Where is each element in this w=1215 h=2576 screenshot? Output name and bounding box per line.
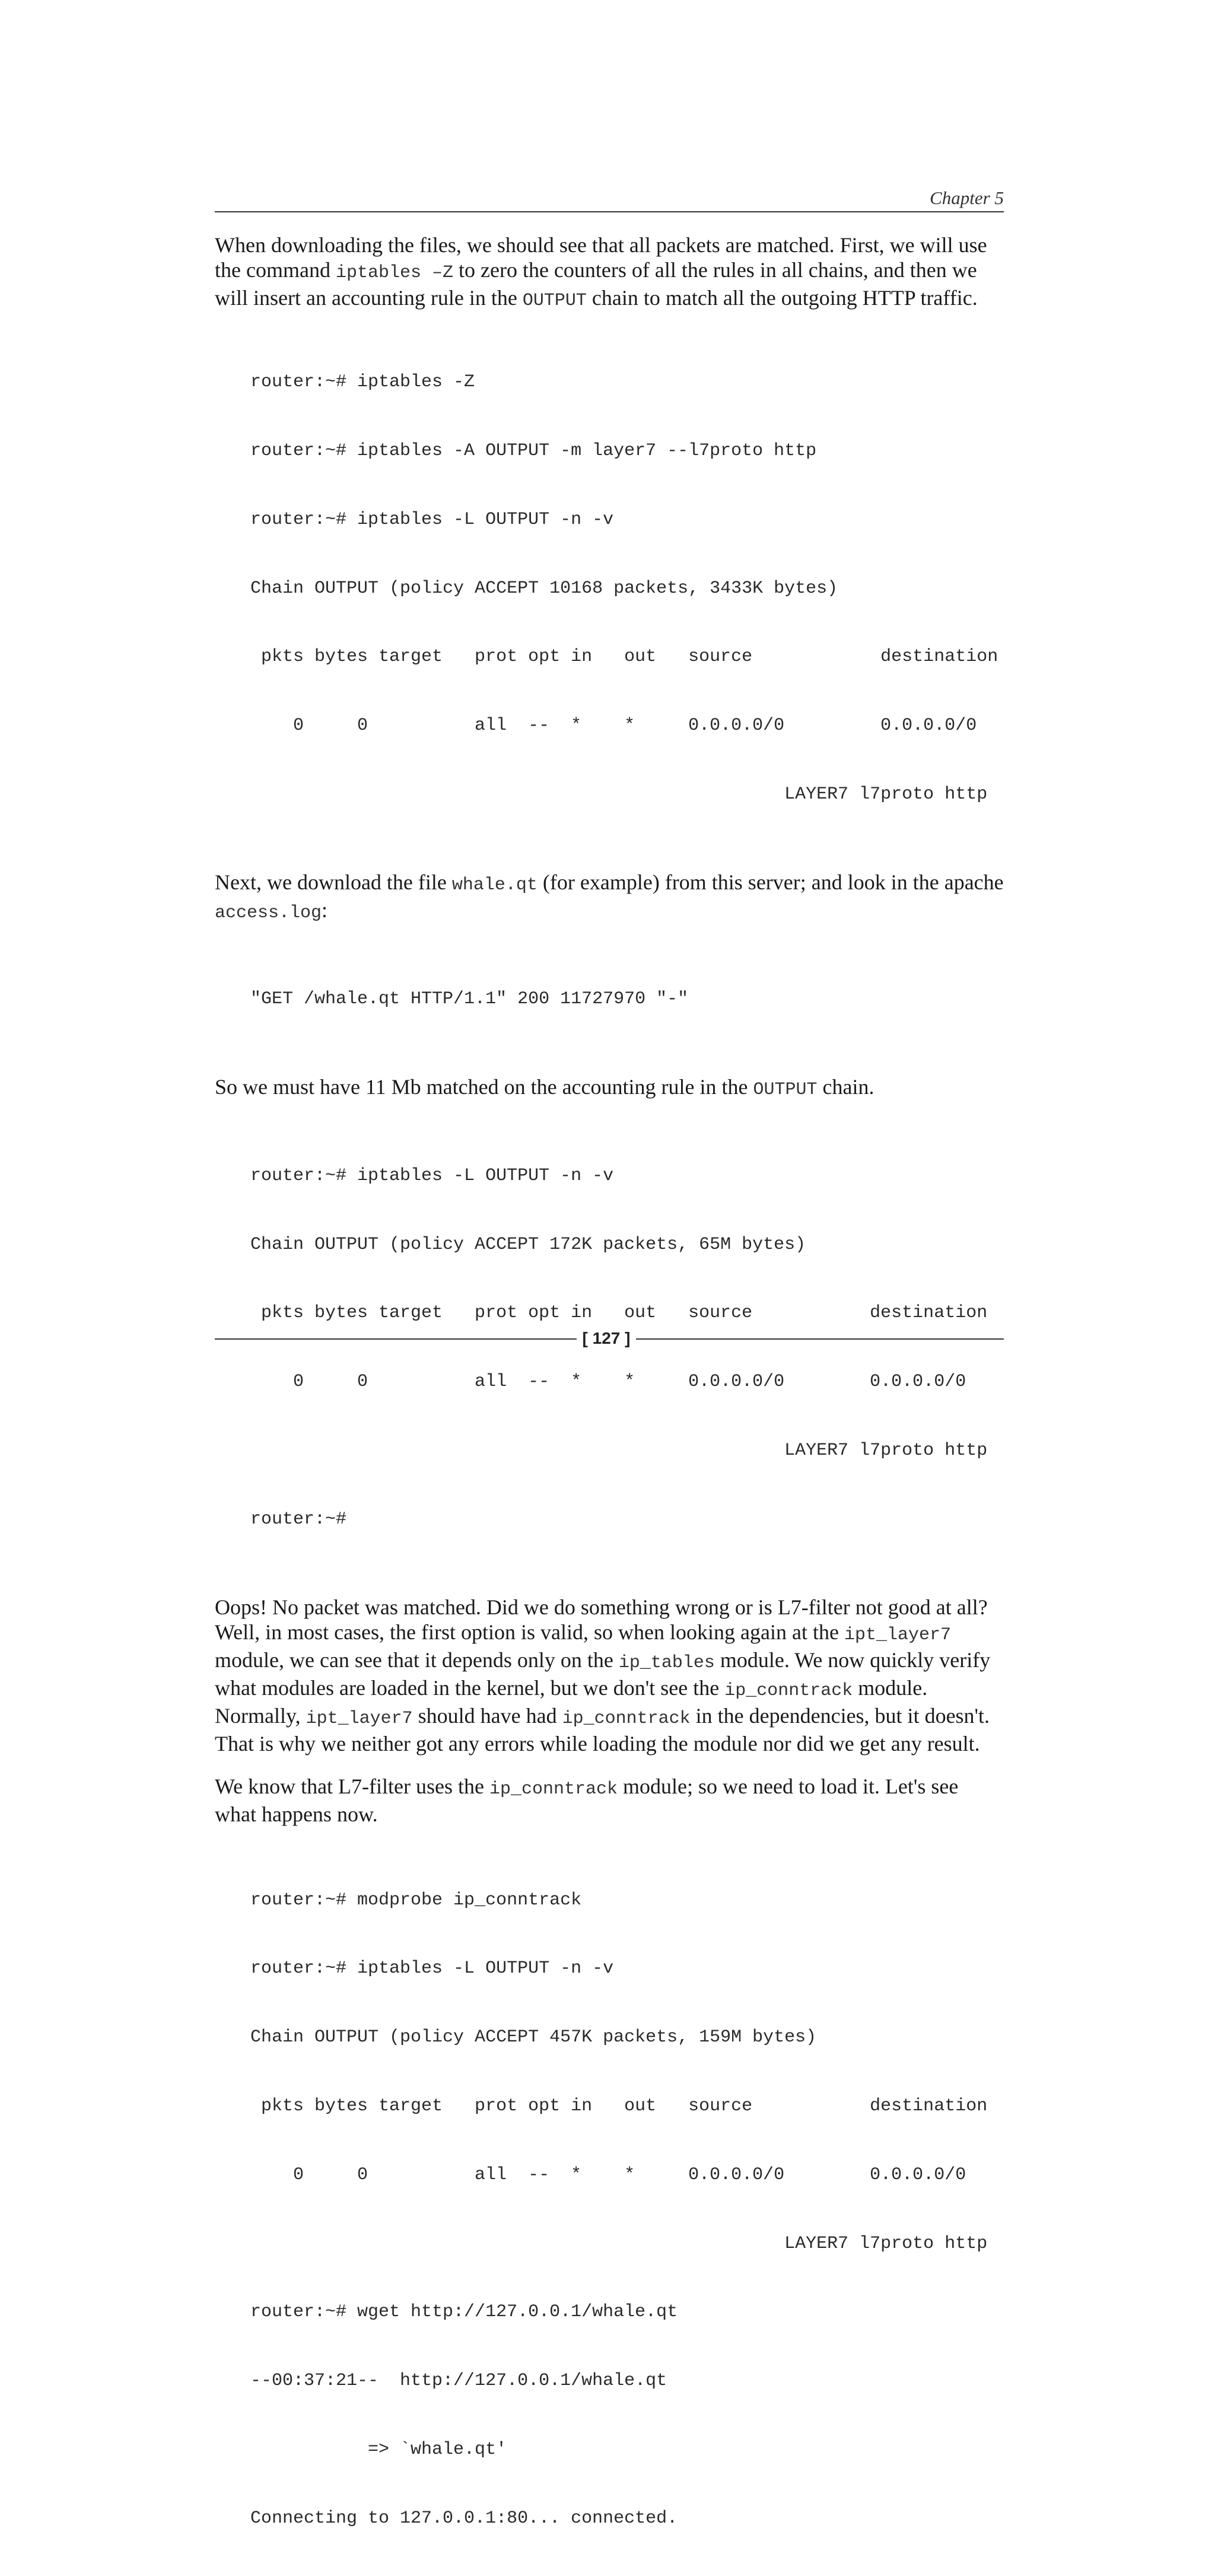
paragraph-text: :: [322, 898, 328, 922]
paragraph-text: Oops! No packet was matched. Did we do something wrong or is L7-filter not good at all? Well, in most cases, the first option is valid, so when looking again at the: [215, 1595, 988, 1644]
chapter-label: Chapter 5: [930, 187, 1004, 208]
code-block-4: [250, 1843, 1004, 2576]
code-line: LAYER7 l7proto http: [250, 1440, 988, 1461]
code-line: Chain OUTPUT (policy ACCEPT 457K packets, 159M bytes): [250, 2027, 817, 2048]
paragraph-text: to zero the counters of all the rules in all chains, and then we will insert an accounting rule in the: [215, 258, 977, 310]
page-header: [215, 178, 1004, 212]
inline-code: ip_conntrack: [489, 1779, 618, 1799]
paragraph-text: in the dependencies, but it doesn't. That is why we neither got any errors while loading the module nor did we get any result.: [215, 1703, 990, 1756]
paragraph-text: When downloading the files, we should see that all packets are matched. First, we will use the command: [215, 233, 987, 282]
inline-code: ip_tables: [618, 1652, 715, 1673]
code-line: 0 0 all -- * * 0.0.0.0/0 0.0.0.0/0: [250, 2164, 966, 2185]
paragraph-text: module, we can see that it depends only on the: [215, 1648, 619, 1672]
footer-rule-right: [636, 1338, 1004, 1340]
paragraph-text: module; so we need to load it. Let's see what happens now.: [215, 1774, 959, 1826]
code-block-1: [250, 325, 1004, 852]
code-line: "GET /whale.qt HTTP/1.1" 200 11727970 "-": [250, 988, 689, 1009]
code-line: pkts bytes target prot opt in out source destination: [250, 2096, 988, 2117]
paragraph-text: module. We now quickly verify what modules are loaded in the kernel, but we don't see the: [215, 1648, 991, 1700]
page-number: [ 127 ]: [582, 1329, 631, 1347]
inline-code: access.log: [215, 902, 322, 923]
code-line: router:~# iptables -L OUTPUT -n -v: [250, 1165, 614, 1186]
paragraph-text: Next, we download the file: [215, 870, 452, 894]
paragraph-text: So we must have 11 Mb matched on the accounting rule in the: [215, 1074, 753, 1099]
code-line: --00:37:21-- http://127.0.0.1/whale.qt: [250, 2371, 667, 2391]
paragraph-3: [215, 1074, 1004, 1102]
inline-code: iptables –Z: [335, 263, 453, 283]
code-line: pkts bytes target prot opt in out source destination: [250, 1303, 988, 1324]
code-line: router:~# iptables -L OUTPUT -n -v: [250, 509, 614, 530]
code-line: router:~# iptables -A OUTPUT -m layer7 --l7proto http: [250, 440, 817, 461]
code-line: Chain OUTPUT (policy ACCEPT 10168 packets, 3433K bytes): [250, 578, 838, 599]
code-line: router:~#: [250, 1509, 347, 1529]
code-line: LAYER7 l7proto http: [250, 784, 988, 804]
code-line: 0 0 all -- * * 0.0.0.0/0 0.0.0.0/0: [250, 715, 977, 736]
code-line: => `whale.qt': [250, 2439, 507, 2460]
code-block-2: [250, 942, 1004, 1057]
paragraph-text: should have had: [412, 1703, 562, 1728]
inline-code: whale.qt: [451, 874, 537, 895]
page-footer: [215, 1327, 1004, 1350]
code-line: router:~# modprobe ip_conntrack: [250, 1890, 582, 1910]
code-line: Connecting to 127.0.0.1:80... connected.: [250, 2508, 678, 2529]
code-line: Chain OUTPUT (policy ACCEPT 172K packets, 65M bytes): [250, 1234, 806, 1255]
paragraph-text: chain.: [817, 1074, 874, 1099]
footer-rule-left: [215, 1338, 577, 1340]
inline-code: ip_conntrack: [724, 1680, 853, 1701]
code-line: 0 0 all -- * * 0.0.0.0/0 0.0.0.0/0: [250, 1372, 966, 1392]
paragraph-1: [215, 233, 1004, 313]
inline-code: ipt_layer7: [844, 1624, 951, 1645]
code-line: LAYER7 l7proto http: [250, 2233, 988, 2254]
inline-code: OUTPUT: [522, 291, 587, 311]
paragraph-text: chain to match all the outgoing HTTP traffic.: [586, 286, 978, 310]
paragraph-2: [215, 870, 1004, 926]
inline-code: ipt_layer7: [306, 1708, 413, 1729]
code-line: router:~# iptables -Z: [250, 372, 475, 393]
page-content: [215, 178, 1004, 2576]
code-line: router:~# wget http://127.0.0.1/whale.qt: [250, 2302, 678, 2323]
paragraph-text: We know that L7-filter uses the: [215, 1774, 489, 1798]
code-line: router:~# iptables -L OUTPUT -n -v: [250, 1958, 614, 1979]
inline-code: ip_conntrack: [562, 1708, 691, 1729]
code-line: pkts bytes target prot opt in out source destination: [250, 647, 998, 667]
inline-code: OUTPUT: [753, 1079, 818, 1100]
paragraph-text: module. Normally,: [215, 1675, 928, 1728]
paragraph-4: [215, 1595, 1004, 1756]
paragraph-text: (for example) from this server; and look in the apache: [537, 870, 1004, 894]
paragraph-5: [215, 1774, 1004, 1827]
